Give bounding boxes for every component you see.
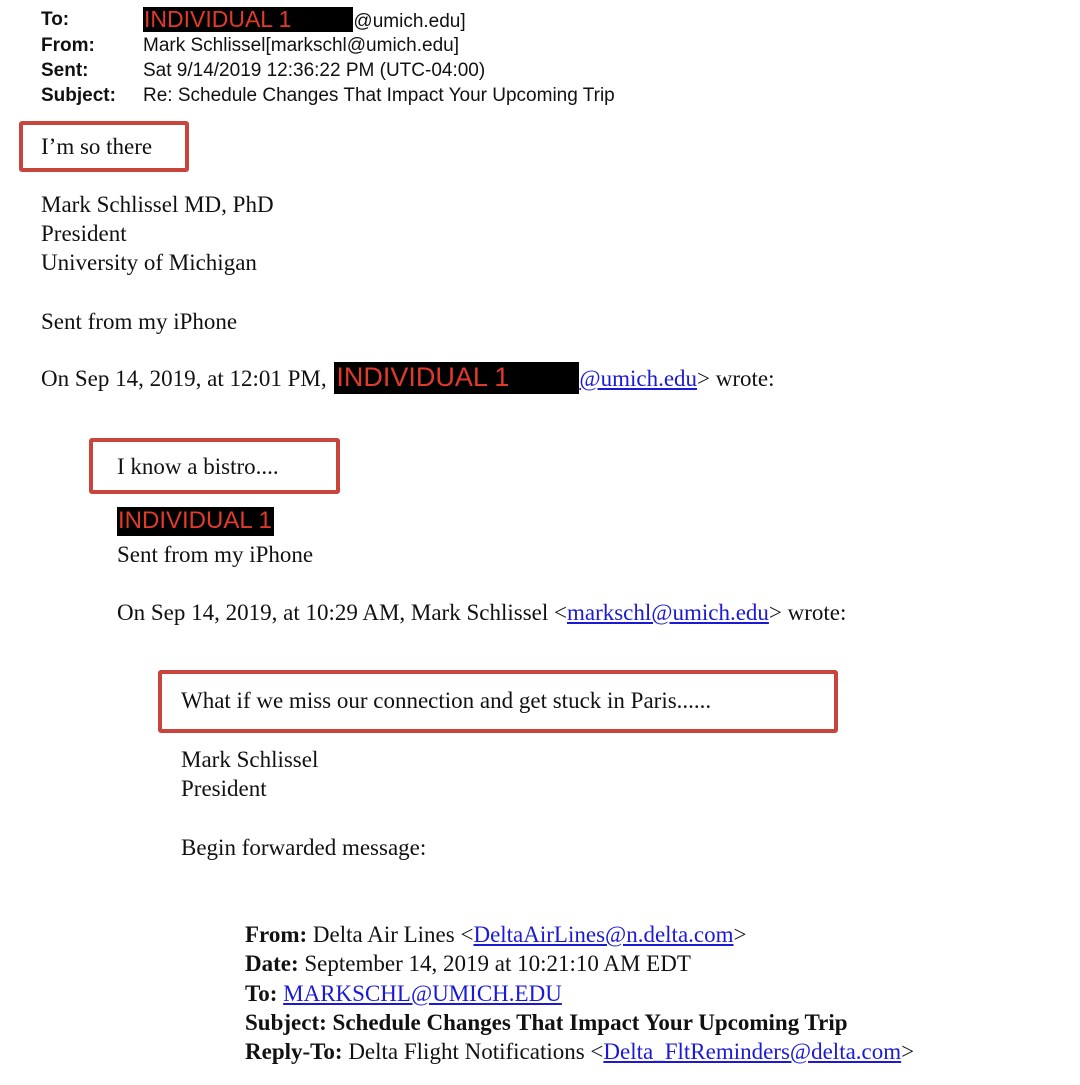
forwarded-replyto-name: Delta Flight Notifications < (348, 1039, 604, 1064)
subject-value: Re: Schedule Changes That Impact Your Upcoming Trip (143, 85, 615, 106)
quote-email-link-2[interactable]: markschl@umich.edu (566, 600, 769, 625)
signature-org: University of Michigan (41, 250, 257, 275)
forwarded-subject (245, 1010, 848, 1036)
forwarded-to-label: To: (245, 981, 278, 1006)
sent-label: Sent: (41, 60, 89, 81)
signature-name: Mark Schlissel MD, PhD (41, 192, 274, 217)
forwarded-from (245, 922, 746, 948)
forwarded-subject-value: Schedule Changes That Impact Your Upcoming Trip (332, 1010, 848, 1035)
forwarded-date-value: September 14, 2019 at 10:21:10 AM EDT (304, 951, 691, 976)
redacted-signature: INDIVIDUAL 1 (118, 507, 272, 534)
quote-header-reply-2 (117, 600, 846, 626)
forwarded-from-close: > (733, 922, 747, 947)
reply-3-signature-name: Mark Schlissel (181, 747, 319, 772)
reply-1-message: I’m so there (41, 134, 153, 159)
quote-email-link[interactable]: @umich.edu (579, 366, 698, 391)
reply-2-message: I know a bistro.... (117, 454, 279, 479)
reply-2-sent-from: Sent from my iPhone (117, 542, 314, 567)
forwarded-date-label: Date: (245, 951, 299, 976)
redacted-recipient: INDIVIDUAL 1 (143, 7, 353, 32)
forwarded-to (245, 981, 562, 1007)
signature-title: President (41, 221, 127, 246)
quote-suffix: > wrote: (697, 366, 775, 391)
quote-prefix: On Sep 14, 2019, at 12:01 PM, (41, 366, 327, 391)
to-value (143, 7, 466, 33)
quote-header-reply-1 (41, 362, 775, 394)
forwarded-from-name: Delta Air Lines < (312, 922, 474, 947)
redacted-sender: INDIVIDUAL 1 (334, 362, 579, 394)
sent-from-iphone: Sent from my iPhone (41, 309, 238, 334)
to-domain: @umich.edu] (353, 11, 466, 32)
sent-value: Sat 9/14/2019 12:36:22 PM (UTC-04:00) (143, 60, 486, 81)
forwarded-date (245, 951, 691, 977)
to-label: To: (41, 9, 70, 30)
forwarded-replyto-close: > (901, 1039, 915, 1064)
delta-email-link[interactable]: DeltaAirLines@n.delta.com (473, 922, 734, 947)
quote-suffix-2: > wrote: (768, 600, 847, 625)
from-label: From: (41, 35, 95, 56)
forwarded-subject-label: Subject: (245, 1010, 327, 1035)
forwarded-replyto-label: Reply-To: (245, 1039, 343, 1064)
forwarded-from-label: From: (245, 922, 308, 947)
forwarded-to-email-link[interactable]: MARKSCHL@UMICH.EDU (283, 981, 562, 1006)
forwarded-intro: Begin forwarded message: (181, 835, 427, 860)
from-value: Mark Schlissel[markschl@umich.edu] (143, 35, 459, 56)
reply-3-message: What if we miss our connection and get stuck in Paris...... (181, 688, 712, 713)
delta-reminders-email-link[interactable]: Delta_FltReminders@delta.com (603, 1039, 902, 1064)
forwarded-reply-to (245, 1039, 914, 1065)
quote-prefix-2: On Sep 14, 2019, at 10:29 AM, Mark Schlissel < (117, 600, 567, 625)
subject-label: Subject: (41, 85, 116, 106)
reply-3-signature-title: President (181, 776, 267, 801)
